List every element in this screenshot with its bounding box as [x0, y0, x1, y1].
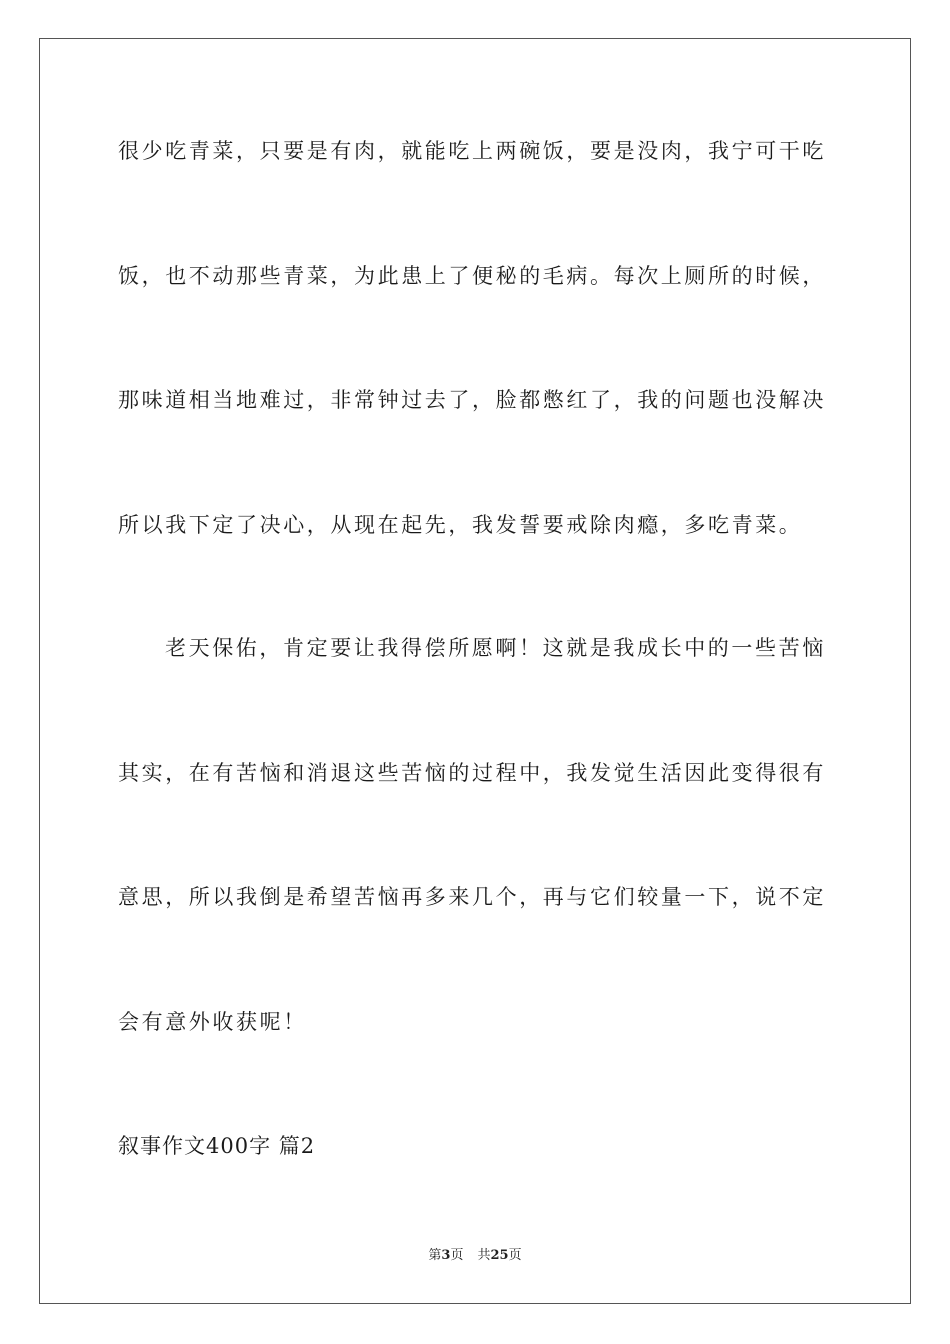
body-line-8: 会有意外收获呢！ [118, 1010, 307, 1034]
footer-total-suffix: 页 [508, 1248, 522, 1263]
footer-total-pages: 25 [490, 1248, 509, 1263]
body-line-4: 所以我下定了决心，从现在起先，我发誓要戒除肉瘾，多吃青菜。 [118, 513, 803, 537]
body-line-1: 很少吃青菜，只要是有肉，就能吃上两碗饭，要是没肉，我宁可干吃 [118, 139, 826, 163]
footer-total-prefix: 共 [477, 1248, 491, 1263]
footer-page-number: 3 [441, 1248, 451, 1263]
page-border [39, 38, 911, 1304]
footer-page-suffix: 页 [450, 1248, 464, 1263]
footer-page-prefix: 第 [428, 1248, 442, 1263]
body-line-5-paragraph-start: 老天保佑，肯定要让我得偿所愿啊！这就是我成长中的一些苦恼 [165, 636, 826, 660]
page-footer [0, 1248, 950, 1264]
body-line-3: 那味道相当地难过，非常钟过去了，脸都憋红了，我的问题也没解决 [118, 388, 826, 412]
section-heading: 叙事作文400字 篇2 [118, 1134, 316, 1158]
body-line-7: 意思，所以我倒是希望苦恼再多来几个，再与它们较量一下，说不定 [118, 885, 826, 909]
body-line-6: 其实，在有苦恼和消退这些苦恼的过程中，我发觉生活因此变得很有 [118, 761, 826, 785]
body-line-2: 饭，也不动那些青菜，为此患上了便秘的毛病。每次上厕所的时候， [118, 264, 826, 288]
